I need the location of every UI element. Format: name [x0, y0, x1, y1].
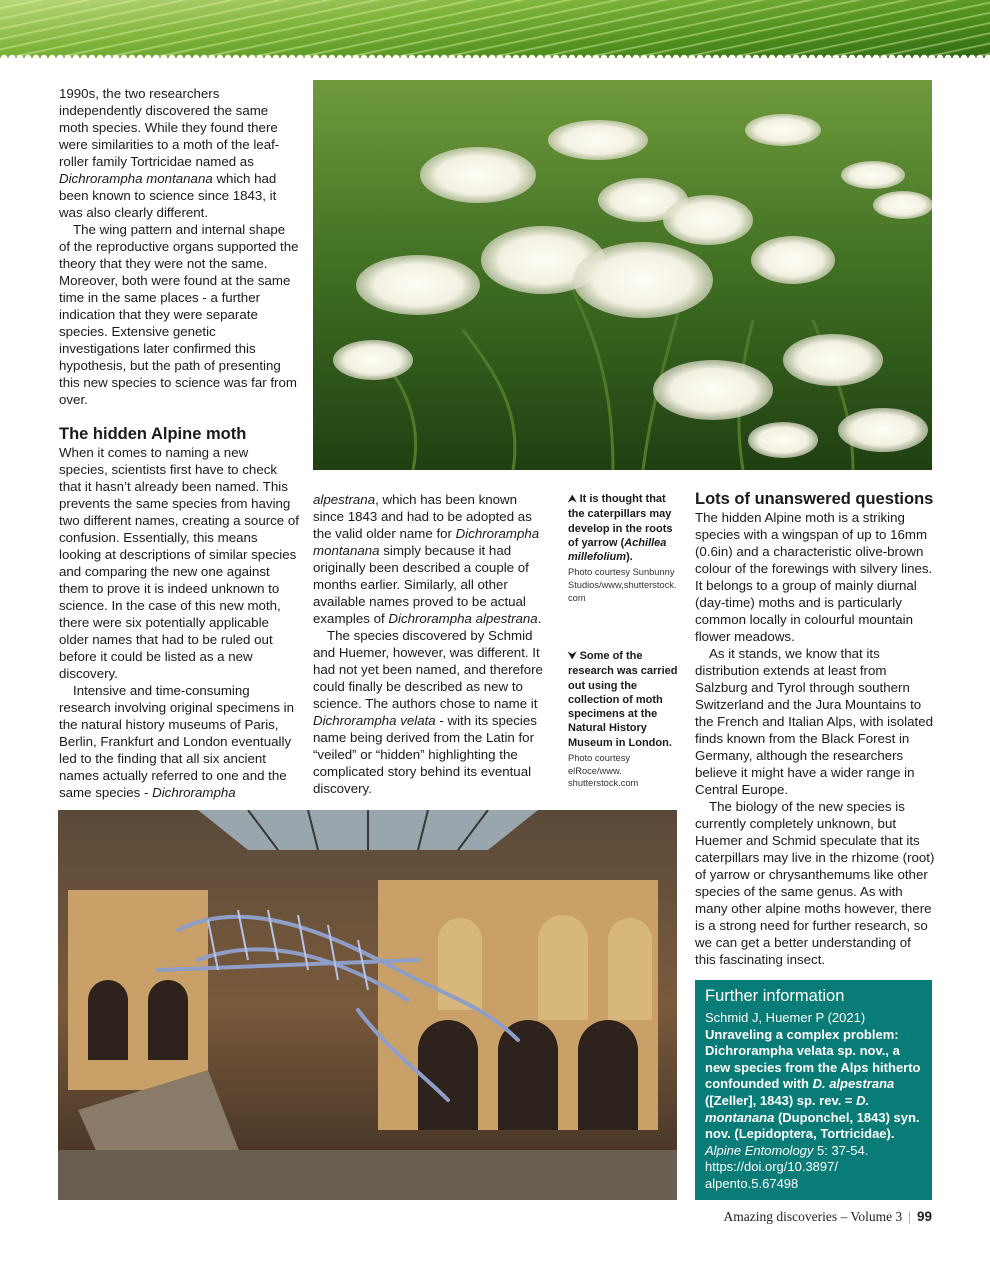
- article-column-2: [313, 491, 549, 797]
- header-banner: [0, 0, 990, 58]
- footer-separator: |: [908, 1209, 911, 1224]
- paragraph: Intensive and time-consuming research involving original specimens in the natural history museums of Paris, Berlin, Frankfurt and London eventually led to the finding that all six ancient names actually referred to one and the same species - Dichrorampha: [59, 683, 295, 800]
- paragraph: alpestrana, which has been known since 1843 and had to be adopted as the valid older name for Dichrorampha montanana simply because it had originally been described a couple of months earlier. Similarly, all other available names proved to be actual examples of Dichrorampha alpestrana.: [313, 492, 542, 626]
- banner-leaf-texture: [0, 0, 990, 58]
- article-column-1: [59, 85, 299, 801]
- yarrow-photo-illustration: [313, 80, 932, 470]
- paragraph: The species discovered by Schmid and Huemer, however, was different. It had not yet been named, and therefore could finally be described as new to science. The authors chose to name it Dichrorampha velata - with its species name being derived from the Latin for “veiled” or “hidden” highlighting the complicated story behind its eventual discovery.: [313, 628, 543, 796]
- museum-photo-illustration: [58, 810, 677, 1200]
- further-information-heading: Further information: [705, 987, 845, 1005]
- section-heading-unanswered-questions: Lots of unanswered questions: [695, 490, 934, 508]
- yarrow-photo-caption: ⮝ It is thought that the caterpillars may develop in the roots of yarrow (Achillea millefolium). Photo courtesy Sunbunny Studios/www,shutterstock. com: [568, 492, 684, 604]
- paragraph: The biology of the new species is currently completely unknown, but Huemer and Schmid speculate that its caterpillars may live in the rhizome (root) of yarrow or chrysanthemums like other species of the same genus. As with many other alpine moths however, there is a strong need for further research, so we can get a better understanding of this fascinating insect.: [695, 799, 935, 967]
- paragraph: The wing pattern and internal shape of the reproductive organs supported the theory that they were not the same. Moreover, both were found at the same time in the same places - a further indication that they were separate species. Extensive genetic investigations later confirmed this hypothesis, but the path of presenting this new species to science was far from over.: [59, 222, 299, 407]
- arrow-up-icon: ⮝: [568, 494, 577, 505]
- paragraph: When it comes to naming a new species, scientists first have to check that it hasn’t already been named. This prevents the same species from having two different names, creating a source of confusion. Essentially, this means looking at descriptions of similar species and comparing the new one against them to prove it is indeed unknown to science. In the case of this new moth, there were six potentially applicable older names that had to be ruled out before it could be listed as a new discovery.: [59, 445, 299, 681]
- paragraph: As it stands, we know that its distribution extends at least from Salzburg and Tyrol through southern Switzerland and the Jura Mountains to the French and Italian Alps, with isolated finds known from the Black Forest in Germany, although the researchers believe it might have a wider range in Central Europe.: [695, 646, 934, 797]
- page-number: 99: [916, 1209, 932, 1224]
- further-information-box: [695, 980, 932, 1200]
- museum-hall-photo: [58, 810, 677, 1200]
- photo-credit: Photo courtesy Sunbunny Studios/www,shutterstock. com: [568, 567, 677, 603]
- reference-citation: Schmid J, Huemer P (2021) Unraveling a complex problem: Dichrorampha velata sp. nov., a new species from the Alps hitherto confounded with D. alpestrana ([Zeller], 1843) sp. rev. = D. montanana (Duponchel, 1843) syn. nov. (Lepidoptera, Tortricidae). Alpine Entomology 5: 37-54. https://doi.org/10.3897/ alpento.5.67498: [705, 1010, 921, 1191]
- photo-credit: Photo courtesy elRoce/www. shutterstock.com: [568, 753, 639, 789]
- publication-title: Amazing discoveries – Volume 3: [723, 1209, 903, 1224]
- paragraph: The hidden Alpine moth is a striking species with a wingspan of up to 16mm (0.6in) and a characteristic olive-brown colour of the forewings with silvery lines. It belongs to a group of mainly diurnal (day-time) moths and is particularly common locally in colourful mountain flower meadows.: [695, 510, 933, 644]
- yarrow-photo: [313, 80, 932, 470]
- section-heading-hidden-alpine-moth: The hidden Alpine moth: [59, 425, 247, 443]
- arrow-down-icon: ⮟: [568, 651, 577, 662]
- paragraph: 1990s, the two researchers independently discovered the same moth species. While they found there were similarities to a moth of the leaf-roller family Tortricidae named as Dichrorampha montanana which had been known to science since 1843, it was also clearly different.: [59, 86, 280, 220]
- article-column-4: [695, 489, 935, 968]
- museum-photo-caption: ⮟ Some of the research was carried out using the collection of moth specimens at the Natural History Museum in London. Photo courtesy elRoce/www. shutterstock.com: [568, 649, 684, 790]
- banner-scalloped-edge: [0, 53, 990, 58]
- page-footer: [724, 1208, 932, 1226]
